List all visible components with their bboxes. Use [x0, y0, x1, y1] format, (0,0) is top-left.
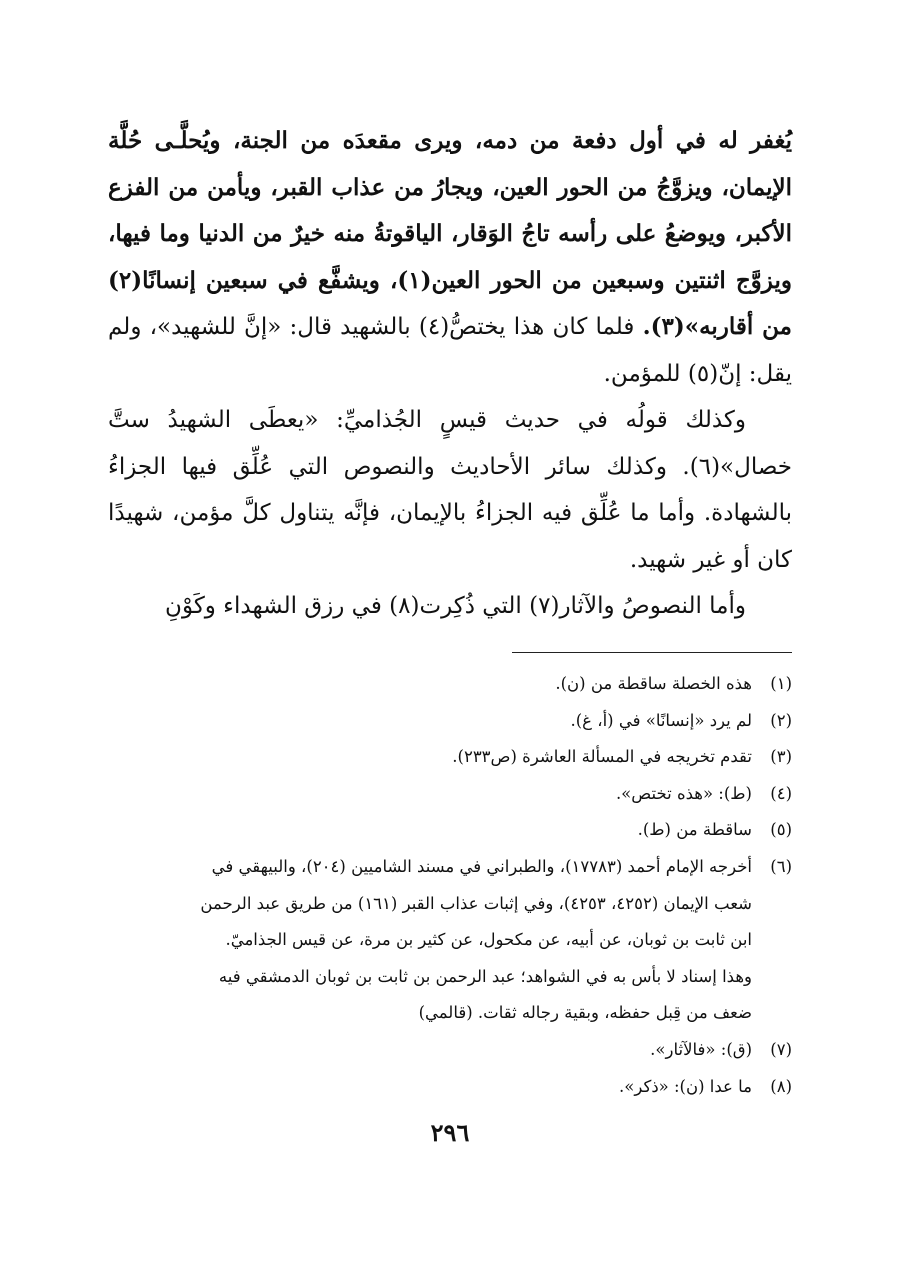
footnote-line: هذه الخصلة ساقطة من (ن). — [555, 674, 752, 693]
footnote-number: (١) — [770, 674, 792, 693]
footnote — [108, 812, 792, 849]
footnote-number: (٣) — [770, 747, 792, 767]
footnote-number: (٥) — [770, 820, 792, 840]
quoted-hadith-text: يُغفر له في أول دفعة من دمه، ويرى مقعدَه من الجنة، ويُحلَّـى حُلَّة الإيمان، ويزوَّجُ من الحور العين، ويجارُ من عذاب القبر، ويأمن من الفزع الأكبر، ويوضعُ على رأسه تاجُ الوَقار، الياقوتةُ منه خيرٌ من الدنيا وما فيها، ويزوَّج اثنتين وسبعين من الحور العين(١)، ويشفَّع في سبعين إنسانًا(٢) من أقاربه»(٣). — [108, 127, 792, 340]
footnote-line: ضعف من قِبل حفظه، وبقية رجاله ثقات. (قالمي) — [418, 1003, 752, 1023]
footnote-number: (٢) — [770, 710, 792, 730]
footnote — [108, 666, 792, 703]
footnote-line: ساقطة من (ط). — [637, 820, 752, 840]
footnote-text — [108, 849, 752, 1032]
paragraph: وكذلك قولُه في حديث قيسٍ الجُذاميِّ: «يعطَى الشهيدُ ستَّ خصال»(٦). وكذلك سائر الأحاديث والنصوص التي عُلِّق فيها الجزاءُ بالشهادة. وأما ما عُلِّق فيه الجزاءُ بالإيمان، فإنَّه يتناول كلَّ مؤمن، شهيدًا كان أو غير شهيد. — [108, 407, 792, 573]
main-text — [108, 118, 792, 630]
footnote — [108, 739, 792, 776]
footnote-number: (٤) — [770, 783, 792, 803]
footnote — [108, 849, 792, 1032]
footnote-text — [108, 812, 752, 849]
footnote-text — [108, 666, 752, 703]
footnote-number: (٧) — [770, 1039, 792, 1059]
paragraph — [108, 118, 792, 397]
footnote-text — [108, 776, 752, 813]
footnote-number: (٦) — [770, 856, 792, 876]
footnote-text — [108, 1032, 752, 1069]
paragraph-text: فلما كان هذا يختصُّ(٤) بالشهيد قال: «إنَّ للشهيد»، ولم يقل: إنّ(٥) للمؤمن. — [108, 314, 792, 387]
footnote — [108, 1032, 792, 1069]
footnote-line: (ق): «فالآثار». — [650, 1039, 752, 1059]
footnote-line: وهذا إسناد لا بأس به في الشواهد؛ عبد الرحمن بن ثابت بن ثوبان الدمشقي فيه — [218, 966, 752, 986]
footnotes — [108, 666, 792, 1105]
footnote — [108, 1069, 792, 1106]
footnote-line: ابن ثابت بن ثوبان، عن أبيه، عن مكحول، عن كثير بن مرة، عن قيس الجذاميّ. — [225, 930, 752, 950]
footnote-text — [108, 703, 752, 740]
footnote-line: ما عدا (ن): «ذكر». — [619, 1076, 752, 1096]
footnote-line: أخرجه الإمام أحمد (١٧٧٨٣)، والطبراني في مسند الشاميين (٢٠٤)، والبيهقي في — [211, 856, 752, 876]
page-number: ٢٩٦ — [430, 1118, 470, 1147]
footnote-text — [108, 1069, 752, 1106]
page-body — [108, 118, 792, 630]
footnote — [108, 703, 792, 740]
footnote — [108, 776, 792, 813]
footnote-separator — [512, 652, 792, 653]
paragraph: وأما النصوصُ والآثار(٧) التي ذُكِرت(٨) في رزق الشهداء وكَوْنِ — [165, 593, 746, 619]
footnote-line: لم يرد «إنسانًا» في (أ، غ). — [570, 710, 752, 730]
footnote-text — [108, 739, 752, 776]
footnote-line: تقدم تخريجه في المسألة العاشرة (ص٢٣٣). — [452, 747, 752, 767]
footnote-number: (٨) — [770, 1076, 792, 1096]
footnote-line: (ط): «هذه تختص». — [615, 783, 752, 803]
footnote-line: شعب الإيمان (٤٢٥٢، ٤٢٥٣)، وفي إثبات عذاب القبر (١٦١) من طريق عبد الرحمن — [200, 893, 752, 913]
